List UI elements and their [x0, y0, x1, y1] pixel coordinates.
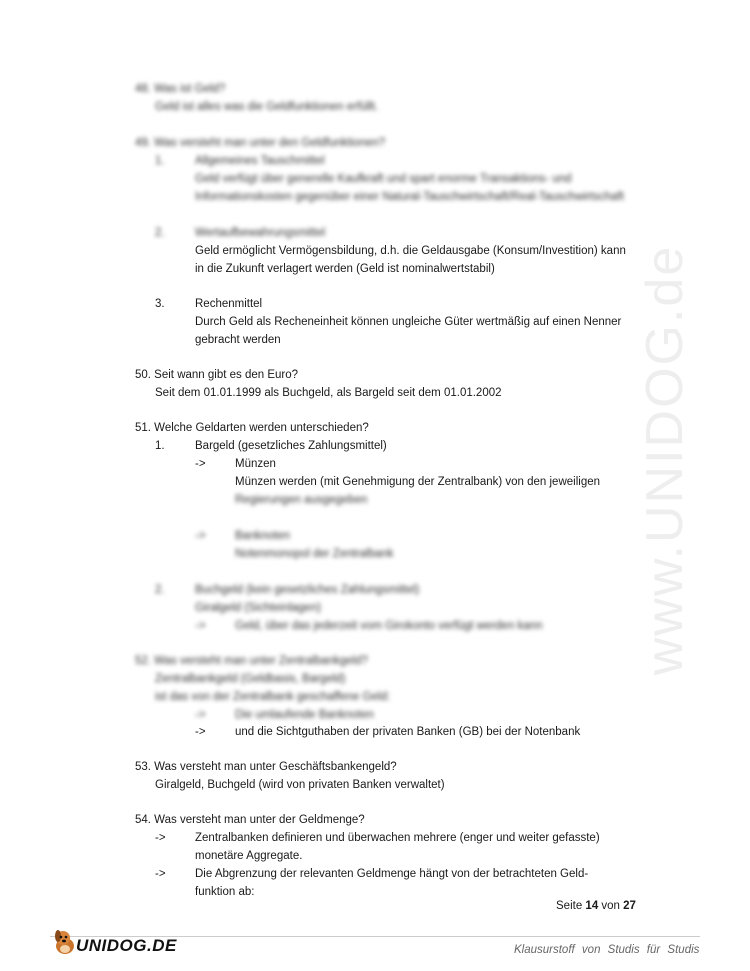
text-line: -> — [195, 620, 206, 632]
text-line: funktion ab: — [195, 886, 255, 898]
text-line: -> — [195, 458, 206, 470]
brand-name: UNIDOG.DE — [76, 936, 177, 955]
page-number — [556, 900, 636, 912]
text-line: und die Sichtguthaben der privaten Banken (GB) bei der Notenbank — [235, 726, 581, 738]
footer-tagline: Klausurstoff von Studis für Studis — [514, 944, 700, 956]
text-line: -> — [195, 709, 206, 721]
text-line: Regierungen ausgegeben — [235, 494, 368, 506]
text-line: -> — [155, 868, 166, 880]
text-line: Informationskosten gegenüber einer Natural-Tauschwirtschaft/Real-Tauschwirtschaft — [195, 191, 624, 203]
text-line: 2. — [155, 227, 165, 239]
text-line: 54. Was versteht man unter der Geldmenge? — [135, 814, 365, 826]
dog-icon — [52, 928, 78, 956]
text-line: -> — [195, 530, 206, 542]
text-line: Zentralbankgeld (Geldbasis, Bargeld) — [155, 673, 346, 685]
text-line: Die Abgrenzung der relevanten Geldmenge hängt von der betrachteten Geld- — [195, 868, 589, 880]
text-line: Bargeld (gesetzliches Zahlungsmittel) — [195, 440, 387, 452]
text-line: Geld verfügt über generelle Kaufkraft und spart enorme Transaktions- und — [195, 173, 572, 185]
text-line: 1. — [155, 440, 165, 452]
text-line: Wertaufbewahrungsmittel — [195, 227, 326, 239]
text-line: gebracht werden — [195, 334, 281, 346]
page-number-prefix: Seite — [556, 900, 586, 912]
text-line: 52. Was versteht man unter Zentralbankgeld? — [135, 655, 368, 667]
text-line: Allgemeines Tauschmittel — [195, 155, 325, 167]
text-line: 51. Welche Geldarten werden unterschieden? — [135, 422, 369, 434]
text-line: Münzen — [235, 458, 276, 470]
text-line: Seit dem 01.01.1999 als Buchgeld, als Bargeld seit dem 01.01.2002 — [155, 387, 502, 399]
text-line: Notenmonopol der Zentralbank — [235, 548, 394, 560]
text-line: 53. Was versteht man unter Geschäftsbankengeld? — [135, 761, 397, 773]
watermark-text: www.UNIDOG.de — [636, 244, 694, 676]
text-line: -> — [195, 726, 206, 738]
text-line: 1. — [155, 155, 165, 167]
text-line: ist das von der Zentralbank geschaffene Geld: — [155, 691, 391, 703]
text-line: Rechenmittel — [195, 298, 263, 310]
text-line: 49. Was versteht man unter den Geldfunktionen? — [135, 137, 386, 149]
text-line: Banknoten — [235, 530, 290, 542]
text-line: Durch Geld als Recheneinheit können ungleiche Güter wertmäßig auf einen Nenner — [195, 316, 622, 328]
text-line: 2. — [155, 584, 165, 596]
text-line: Die umlaufende Banknoten — [235, 709, 374, 721]
text-line: Geld, über das jederzeit vom Girokonto verfügt werden kann — [235, 620, 543, 632]
page-number-total: 27 — [623, 900, 636, 912]
text-line: Giralgeld, Buchgeld (wird von privaten Banken verwaltet) — [155, 779, 445, 791]
page-number-middle: von — [598, 900, 624, 912]
watermark — [620, 240, 710, 680]
text-line: Geld ist alles was die Geldfunktionen erfüllt. — [155, 101, 379, 113]
text-line: Buchgeld (kein gesetzliches Zahlungsmittel) — [195, 584, 420, 596]
text-line: Giralgeld (Sichteinlagen) — [195, 602, 321, 614]
text-line: Zentralbanken definieren und überwachen mehrere (enger und weiter gefasste) — [195, 832, 600, 844]
text-line: Geld ermöglicht Vermögensbildung, d.h. die Geldausgabe (Konsum/Investition) kann — [195, 245, 626, 257]
text-line: monetäre Aggregate. — [195, 850, 303, 862]
text-line: -> — [155, 832, 166, 844]
text-line: 48. Was ist Geld? — [135, 83, 226, 95]
text-line: Münzen werden (mit Genehmigung der Zentralbank) von den jeweiligen — [235, 476, 601, 488]
text-line: 50. Seit wann gibt es den Euro? — [135, 369, 299, 381]
text-line: 3. — [155, 298, 165, 310]
unidog-logo — [50, 926, 177, 960]
text-line: in die Zukunft verlagert werden (Geld ist nominalwertstabil) — [195, 263, 495, 275]
page-number-current: 14 — [585, 900, 599, 912]
